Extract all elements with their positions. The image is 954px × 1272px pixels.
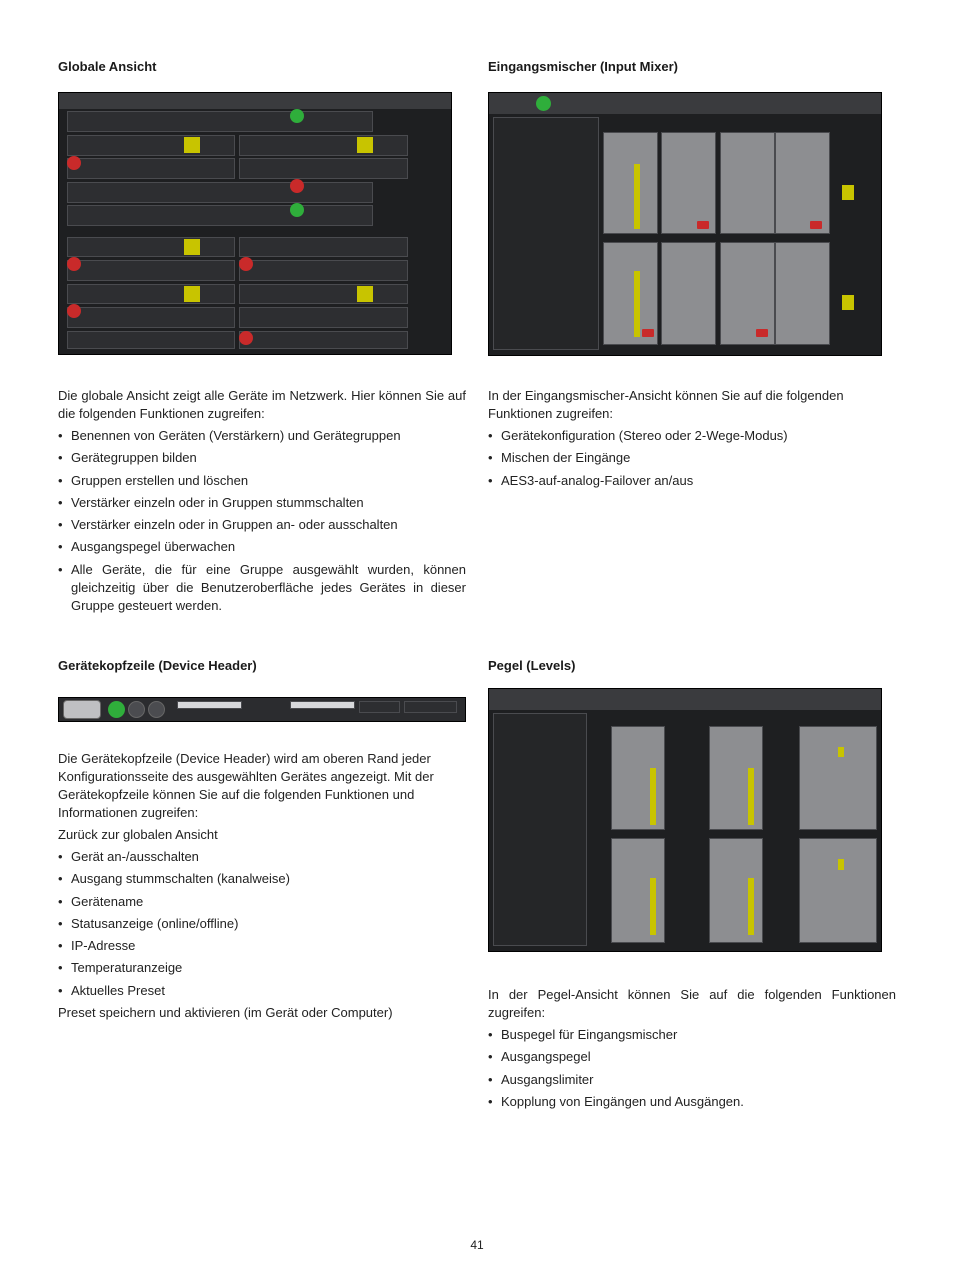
list-item: • Gerätegruppen bilden <box>58 449 466 467</box>
list-item: • Alle Geräte, die für eine Gruppe ausgewählt wurden, können gleichzeitig über die Benutzeroberfläche jedes Gerätes in dieser Gruppe gesteuert werden. <box>58 561 466 615</box>
list-device-header <box>58 848 466 1000</box>
intro-device-header: Die Gerätekopfzeile (Device Header) wird am oberen Rand jeder Konfigurationsseite des ausgewählten Gerätes angezeigt. Mit der Gerätekopfzeile können Sie auf die folgenden Funktionen und Informationen zugreifen: <box>58 751 434 820</box>
screenshot-input-mixer <box>488 92 882 356</box>
list-item: • AES3-auf-analog-Failover an/aus <box>488 472 896 490</box>
intro-input-mixer: In der Eingangsmischer-Ansicht können Sie auf die folgenden Funktionen zugreifen: <box>488 388 844 421</box>
list-item: • Ausgang stummschalten (kanalweise) <box>58 870 466 888</box>
screenshot-levels <box>488 688 882 952</box>
list-item: • Gerätekonfiguration (Stereo oder 2-Wege-Modus) <box>488 427 896 445</box>
list-item: • Verstärker einzeln oder in Gruppen an- oder ausschalten <box>58 516 466 534</box>
list-global-view <box>58 427 466 615</box>
list-item: • IP-Adresse <box>58 937 466 955</box>
list-item: • Mischen der Eingänge <box>488 449 896 467</box>
list-item: • Buspegel für Eingangsmischer <box>488 1026 896 1044</box>
list-item: • Aktuelles Preset <box>58 982 466 1000</box>
text-device-header <box>58 750 466 1026</box>
list-item: • Ausgangspegel <box>488 1048 896 1066</box>
list-item: • Ausgangspegel überwachen <box>58 538 466 556</box>
list-item: • Temperaturanzeige <box>58 959 466 977</box>
page-number: 41 <box>470 1238 484 1252</box>
intro-global-view: Die globale Ansicht zeigt alle Geräte im Netzwerk. Hier können Sie auf die folgenden Funktionen zugreifen: <box>58 388 466 421</box>
list-item: • Kopplung von Eingängen und Ausgängen. <box>488 1093 896 1111</box>
list-levels <box>488 1026 896 1111</box>
list-item: • Gerätename <box>58 893 466 911</box>
heading-input-mixer: Eingangsmischer (Input Mixer) <box>488 59 678 74</box>
tail-device-header: Preset speichern und aktivieren (im Gerät oder Computer) <box>58 1005 393 1021</box>
text-global-view <box>58 387 466 619</box>
intro-levels: In der Pegel-Ansicht können Sie auf die folgenden Funktionen zugreifen: <box>488 987 896 1020</box>
list-item: • Ausgangslimiter <box>488 1071 896 1089</box>
heading-global-view: Globale Ansicht <box>58 59 157 74</box>
text-input-mixer <box>488 387 896 494</box>
list-item: • Benennen von Geräten (Verstärkern) und Gerätegruppen <box>58 427 466 445</box>
screenshot-device-header <box>58 697 466 722</box>
list-item: • Statusanzeige (online/offline) <box>58 915 466 933</box>
list-item: • Verstärker einzeln oder in Gruppen stummschalten <box>58 494 466 512</box>
list-item: • Gerät an-/ausschalten <box>58 848 466 866</box>
list-item: • Gruppen erstellen und löschen <box>58 472 466 490</box>
screenshot-global-view <box>58 92 452 355</box>
heading-levels: Pegel (Levels) <box>488 658 576 673</box>
heading-device-header: Gerätekopfzeile (Device Header) <box>58 658 257 673</box>
lead-device-header: Zurück zur globalen Ansicht <box>58 827 218 842</box>
text-levels <box>488 986 896 1115</box>
list-input-mixer <box>488 427 896 490</box>
